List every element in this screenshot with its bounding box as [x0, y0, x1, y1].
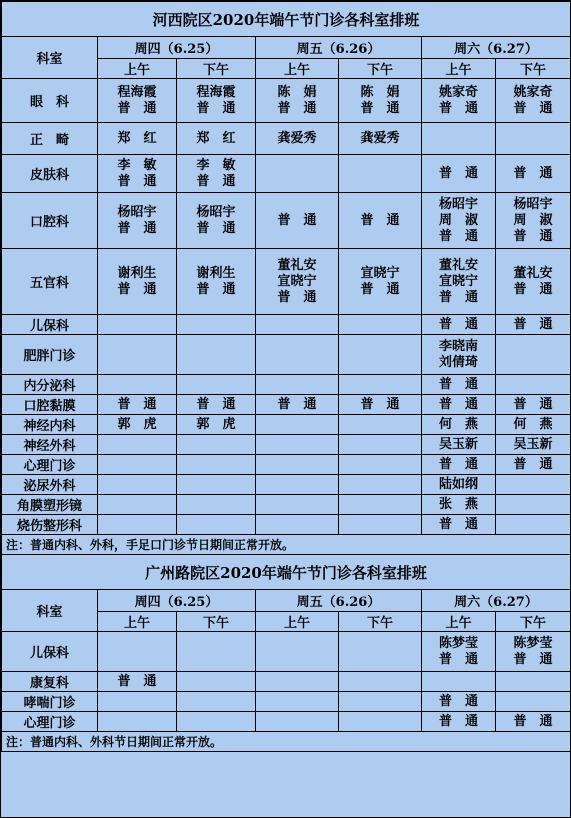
- schedule-cell: [177, 672, 256, 692]
- schedule-cell: [256, 455, 339, 475]
- schedule-cell: [339, 155, 422, 193]
- schedule-entry: 普 通: [438, 100, 478, 116]
- schedule-entry: 董礼安: [438, 257, 478, 273]
- schedule-entry: 周 淑: [438, 212, 478, 228]
- schedule-entry: 普 通: [438, 693, 478, 709]
- schedule-cell: [422, 155, 496, 193]
- schedule-cell: [339, 495, 422, 515]
- schedule-cell: [177, 335, 256, 375]
- schedule-cell: [177, 375, 256, 395]
- schedule-cell: [98, 455, 177, 475]
- schedule-cell: [177, 515, 256, 535]
- schedule-entry: 普 通: [117, 220, 157, 236]
- section1-am-sat: 上午: [422, 59, 496, 79]
- schedule-entry: 普 通: [438, 228, 478, 244]
- schedule-cell: [339, 435, 422, 455]
- schedule-entry: 普 通: [438, 456, 478, 472]
- section1-pm-thu: 下午: [177, 59, 256, 79]
- section2-day-sat: 周六（6.27）: [422, 590, 571, 612]
- schedule-cell: [339, 375, 422, 395]
- schedule-cell: [339, 395, 422, 415]
- section2-body: [2, 555, 571, 632]
- schedule-cell: [98, 692, 177, 712]
- table-row: [2, 632, 571, 672]
- schedule-entry: 程海霞: [117, 84, 157, 100]
- section1-am-fri: 上午: [256, 59, 339, 79]
- schedule-entry: 谢利生: [117, 265, 157, 281]
- table-row: [2, 692, 571, 712]
- table-row: [2, 395, 571, 415]
- schedule-entry: 普 通: [438, 316, 478, 332]
- schedule-entry: 普 通: [513, 165, 553, 181]
- dept-name: 内分泌科: [2, 375, 98, 395]
- section2-am-thu: 上午: [98, 612, 177, 632]
- table-row: [2, 415, 571, 435]
- section1-footer: [2, 535, 571, 555]
- schedule-cell: [177, 315, 256, 335]
- schedule-entry: 郑 红: [196, 130, 236, 146]
- schedule-cell: [339, 249, 422, 315]
- schedule-cell: [339, 515, 422, 535]
- schedule-entry: 普 通: [277, 100, 317, 116]
- schedule-entry: 普 通: [360, 281, 400, 297]
- schedule-entry: 郭 虎: [117, 416, 157, 432]
- schedule-entry: 陈 娟: [277, 84, 317, 100]
- schedule-cell: [177, 632, 256, 672]
- schedule-entry: 陈梦莹: [438, 635, 478, 651]
- schedule-entry: 何 燕: [438, 416, 478, 432]
- schedule-entry: 普 通: [117, 396, 157, 412]
- schedule-cell: [256, 672, 339, 692]
- schedule-cell: [256, 515, 339, 535]
- schedule-entry: 陆如纲: [438, 476, 478, 492]
- schedule-cell: [339, 193, 422, 249]
- schedule-entry: 陈 娟: [360, 84, 400, 100]
- schedule-entry: 刘倩琦: [438, 354, 478, 370]
- schedule-cell: [496, 315, 571, 335]
- table-row: [2, 375, 571, 395]
- schedule-entry: 普 通: [196, 220, 236, 236]
- schedule-cell: [98, 193, 177, 249]
- schedule-cell: [177, 692, 256, 712]
- schedule-cell: [256, 495, 339, 515]
- schedule-entry: 杨昭宇: [117, 204, 157, 220]
- schedule-entry: 普 通: [513, 396, 553, 412]
- table-row: [2, 155, 571, 193]
- dept-name: 心理门诊: [2, 455, 98, 475]
- schedule-entry: 普 通: [513, 651, 553, 667]
- schedule-entry: 普 通: [438, 376, 478, 392]
- schedule-cell: [98, 395, 177, 415]
- schedule-entry: 姚家奇: [513, 84, 553, 100]
- schedule-entry: 董礼安: [277, 257, 317, 273]
- schedule-entry: 普 通: [438, 165, 478, 181]
- schedule-cell: [98, 475, 177, 495]
- schedule-cell: [98, 315, 177, 335]
- schedule-cell: [422, 193, 496, 249]
- schedule-entry: 普 通: [196, 100, 236, 116]
- dept-name: 泌尿外科: [2, 475, 98, 495]
- schedule-entry: 宣晓宁: [360, 265, 400, 281]
- schedule-cell: [98, 79, 177, 123]
- schedule-entry: 龚爱秀: [360, 130, 400, 146]
- table-row: [2, 315, 571, 335]
- schedule-cell: [256, 123, 339, 155]
- schedule-cell: [422, 475, 496, 495]
- schedule-cell: [177, 395, 256, 415]
- schedule-entry: 普 通: [513, 281, 553, 297]
- schedule-entry: 普 通: [513, 713, 553, 729]
- schedule-cell: [256, 193, 339, 249]
- schedule-entry: 普 通: [360, 100, 400, 116]
- schedule-entry: 普 通: [513, 100, 553, 116]
- schedule-cell: [496, 375, 571, 395]
- dept-name: 口腔科: [2, 193, 98, 249]
- schedule-entry: 李 敏: [117, 157, 157, 173]
- schedule-cell: [256, 375, 339, 395]
- schedule-entry: 龚爱秀: [277, 130, 317, 146]
- schedule-cell: [339, 335, 422, 375]
- schedule-cell: [98, 672, 177, 692]
- schedule-cell: [422, 123, 496, 155]
- schedule-cell: [256, 712, 339, 732]
- schedule-cell: [422, 315, 496, 335]
- section2-rows: [2, 632, 571, 732]
- section2-pm-fri: 下午: [339, 612, 422, 632]
- dept-name: 皮肤科: [2, 155, 98, 193]
- schedule-cell: [496, 495, 571, 515]
- section1-am-thu: 上午: [98, 59, 177, 79]
- table-row: [2, 515, 571, 535]
- schedule-cell: [422, 415, 496, 435]
- schedule-cell: [496, 712, 571, 732]
- section1-day-thu: 周四（6.25）: [98, 37, 256, 59]
- schedule-cell: [256, 395, 339, 415]
- dept-name: 角膜塑形镜: [2, 495, 98, 515]
- schedule-cell: [256, 415, 339, 435]
- schedule-cell: [98, 712, 177, 732]
- schedule-entry: 杨昭宇: [513, 196, 553, 212]
- schedule-cell: [496, 435, 571, 455]
- schedule-cell: [496, 515, 571, 535]
- schedule-cell: [177, 249, 256, 315]
- schedule-entry: 普 通: [277, 212, 317, 228]
- schedule-cell: [496, 475, 571, 495]
- schedule-cell: [496, 415, 571, 435]
- table-row: [2, 79, 571, 123]
- schedule-entry: 姚家奇: [438, 84, 478, 100]
- schedule-cell: [422, 712, 496, 732]
- section1-rows: [2, 79, 571, 535]
- schedule-cell: [256, 632, 339, 672]
- schedule-cell: [339, 79, 422, 123]
- schedule-entry: 普 通: [117, 173, 157, 189]
- schedule-cell: [496, 395, 571, 415]
- dept-name: 神经内科: [2, 415, 98, 435]
- schedule-cell: [256, 79, 339, 123]
- dept-name: 正 畸: [2, 123, 98, 155]
- schedule-cell: [496, 632, 571, 672]
- schedule-cell: [422, 672, 496, 692]
- table-row: [2, 475, 571, 495]
- section2-note: 注：普通内科、外科节日期间正常开放。: [2, 732, 571, 752]
- schedule-entry: 杨昭宇: [438, 196, 478, 212]
- schedule-cell: [177, 415, 256, 435]
- schedule-cell: [422, 79, 496, 123]
- schedule-cell: [496, 193, 571, 249]
- schedule-entry: 普 通: [360, 396, 400, 412]
- schedule-cell: [177, 193, 256, 249]
- schedule-entry: 何 燕: [513, 416, 553, 432]
- section1-body: [2, 2, 571, 79]
- schedule-cell: [422, 632, 496, 672]
- schedule-cell: [98, 375, 177, 395]
- schedule-cell: [422, 455, 496, 475]
- schedule-cell: [339, 712, 422, 732]
- schedule-cell: [98, 515, 177, 535]
- schedule-cell: [256, 249, 339, 315]
- section2-pm-sat: 下午: [496, 612, 571, 632]
- schedule-entry: 普 通: [117, 673, 157, 689]
- schedule-cell: [256, 692, 339, 712]
- schedule-entry: 吴玉新: [513, 436, 553, 452]
- dept-name: 康复科: [2, 672, 98, 692]
- schedule-entry: 普 通: [438, 651, 478, 667]
- dept-name: 儿保科: [2, 315, 98, 335]
- table-row: [2, 712, 571, 732]
- dept-name: 心理门诊: [2, 712, 98, 732]
- section1-pm-sat: 下午: [496, 59, 571, 79]
- section2-am-fri: 上午: [256, 612, 339, 632]
- schedule-entry: 杨昭宇: [196, 204, 236, 220]
- schedule-entry: 普 通: [196, 173, 236, 189]
- schedule-entry: 普 通: [277, 396, 317, 412]
- schedule-cell: [496, 455, 571, 475]
- schedule-cell: [496, 335, 571, 375]
- schedule-cell: [177, 435, 256, 455]
- schedule-cell: [256, 475, 339, 495]
- schedule-cell: [422, 395, 496, 415]
- schedule-cell: [98, 632, 177, 672]
- schedule-entry: 李 敏: [196, 157, 236, 173]
- schedule-entry: 李晓南: [438, 338, 478, 354]
- schedule-entry: 普 通: [360, 212, 400, 228]
- schedule-cell: [339, 692, 422, 712]
- schedule-entry: 董礼安: [513, 265, 553, 281]
- schedule-cell: [177, 712, 256, 732]
- schedule-entry: 宣晓宁: [277, 273, 317, 289]
- schedule-entry: 吴玉新: [438, 436, 478, 452]
- schedule-cell: [422, 692, 496, 712]
- schedule-cell: [422, 335, 496, 375]
- schedule-entry: 普 通: [438, 516, 478, 532]
- dept-name: 肥胖门诊: [2, 335, 98, 375]
- table-row: [2, 672, 571, 692]
- schedule-cell: [496, 155, 571, 193]
- schedule-cell: [256, 335, 339, 375]
- schedule-cell: [256, 435, 339, 455]
- schedule-cell: [98, 495, 177, 515]
- schedule-table: [1, 1, 571, 752]
- schedule-entry: 周 淑: [513, 212, 553, 228]
- schedule-cell: [98, 123, 177, 155]
- schedule-cell: [496, 79, 571, 123]
- schedule-entry: 陈梦莹: [513, 635, 553, 651]
- schedule-cell: [422, 495, 496, 515]
- schedule-entry: 普 通: [196, 396, 236, 412]
- schedule-cell: [339, 415, 422, 435]
- schedule-cell: [98, 435, 177, 455]
- table-row: [2, 193, 571, 249]
- schedule-entry: 普 通: [117, 281, 157, 297]
- schedule-cell: [339, 455, 422, 475]
- schedule-cell: [339, 123, 422, 155]
- schedule-cell: [496, 692, 571, 712]
- schedule-entry: 普 通: [117, 100, 157, 116]
- schedule-entry: 郭 虎: [196, 416, 236, 432]
- section1-day-sat: 周六（6.27）: [422, 37, 571, 59]
- section2-title: 广州路院区2020年端午节门诊各科室排班: [2, 555, 571, 590]
- schedule-entry: 张 燕: [438, 496, 478, 512]
- schedule-cell: [256, 155, 339, 193]
- schedule-entry: 普 通: [277, 289, 317, 305]
- schedule-entry: 普 通: [196, 281, 236, 297]
- schedule-entry: 普 通: [438, 289, 478, 305]
- schedule-cell: [177, 155, 256, 193]
- schedule-cell: [177, 123, 256, 155]
- schedule-cell: [177, 79, 256, 123]
- section2-am-sat: 上午: [422, 612, 496, 632]
- schedule-entry: 普 通: [438, 396, 478, 412]
- section2-day-fri: 周五（6.26）: [256, 590, 422, 612]
- schedule-cell: [496, 249, 571, 315]
- table-row: [2, 435, 571, 455]
- section1-dept-header: 科室: [2, 37, 98, 79]
- table-row: [2, 249, 571, 315]
- schedule-cell: [422, 435, 496, 455]
- schedule-cell: [339, 315, 422, 335]
- schedule-entry: 普 通: [513, 316, 553, 332]
- schedule-cell: [256, 315, 339, 335]
- section2-day-thu: 周四（6.25）: [98, 590, 256, 612]
- table-row: [2, 455, 571, 475]
- schedule-entry: 谢利生: [196, 265, 236, 281]
- schedule-cell: [98, 335, 177, 375]
- schedule-entry: 宣晓宁: [438, 273, 478, 289]
- section1-pm-fri: 下午: [339, 59, 422, 79]
- dept-name: 烧伤整形科: [2, 515, 98, 535]
- section1-note: 注：普通内科、外科，手足口门诊节日期间正常开放。: [2, 535, 571, 555]
- table-row: [2, 123, 571, 155]
- schedule-cell: [422, 375, 496, 395]
- schedule-cell: [422, 515, 496, 535]
- schedule-cell: [177, 455, 256, 475]
- section2-footer: [2, 732, 571, 752]
- table-row: [2, 495, 571, 515]
- schedule-cell: [177, 495, 256, 515]
- schedule-cell: [496, 123, 571, 155]
- schedule-cell: [98, 249, 177, 315]
- schedule-cell: [177, 475, 256, 495]
- dept-name: 眼 科: [2, 79, 98, 123]
- dept-name: 哮喘门诊: [2, 692, 98, 712]
- dept-name: 五官科: [2, 249, 98, 315]
- dept-name: 儿保科: [2, 632, 98, 672]
- schedule-entry: 普 通: [513, 456, 553, 472]
- schedule-entry: 普 通: [513, 228, 553, 244]
- schedule-cell: [339, 672, 422, 692]
- dept-name: 神经外科: [2, 435, 98, 455]
- section1-day-fri: 周五（6.26）: [256, 37, 422, 59]
- schedule-cell: [496, 672, 571, 692]
- schedule-cell: [98, 155, 177, 193]
- schedule-entry: 普 通: [438, 713, 478, 729]
- section2-pm-thu: 下午: [177, 612, 256, 632]
- schedule-cell: [422, 249, 496, 315]
- section1-title: 河西院区2020年端午节门诊各科室排班: [2, 2, 571, 37]
- dept-name: 口腔黏膜: [2, 395, 98, 415]
- schedule-cell: [98, 415, 177, 435]
- section2-dept-header: 科室: [2, 590, 98, 632]
- schedule-entry: 程海霞: [196, 84, 236, 100]
- schedule-cell: [339, 632, 422, 672]
- table-row: [2, 335, 571, 375]
- schedule-entry: 郑 红: [117, 130, 157, 146]
- schedule-cell: [339, 475, 422, 495]
